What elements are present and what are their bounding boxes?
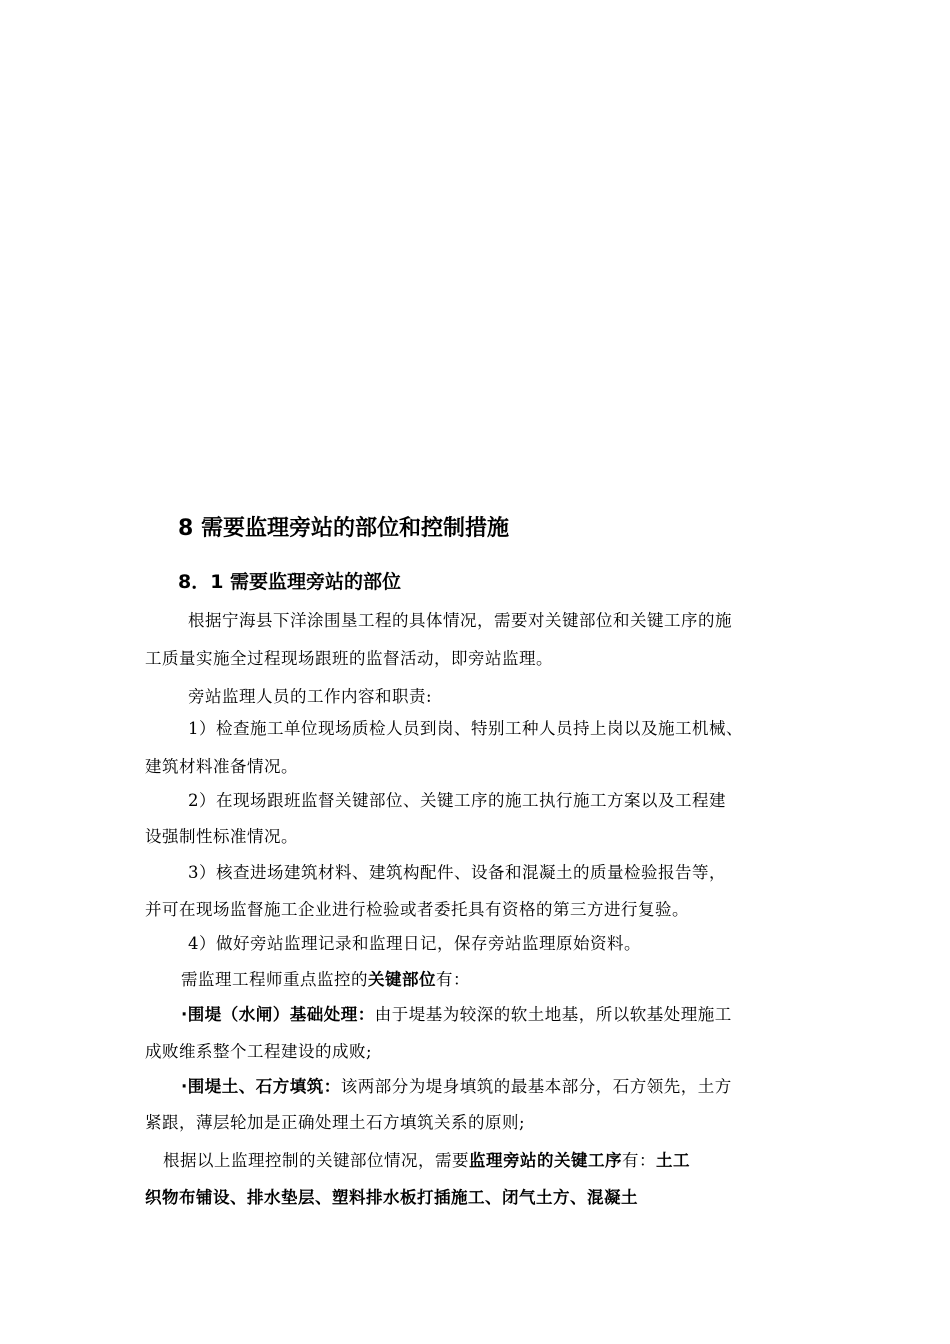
list-item-line: 并可在现场监督施工企业进行检验或者委托具有资格的第三方进行复验。 <box>145 900 689 919</box>
list-item-line: 设强制性标准情况。 <box>145 827 298 846</box>
list-item-line: 4）做好旁站监理记录和监理日记，保存旁站监理原始资料。 <box>188 934 641 953</box>
paragraph-line: 根据宁海县下洋涂围垦工程的具体情况，需要对关键部位和关键工序的施 <box>188 611 732 630</box>
section-heading: 8 需要监理旁站的部位和控制措施 <box>178 516 509 541</box>
list-item-line: 2）在现场跟班监督关键部位、关键工序的施工执行施工方案以及工程建 <box>188 791 726 810</box>
paragraph-line: 织物布铺设、排水垫层、塑料排水板打插施工、闭气土方、混凝土 <box>145 1188 638 1207</box>
list-item-line: 建筑材料准备情况。 <box>145 757 298 776</box>
bullet-label: ·围堤（水闸）基础处理： <box>181 1005 375 1024</box>
paragraph-line <box>163 1149 690 1173</box>
text-run: 该两部分为堤身填筑的最基本部分，石方领先，土方 <box>340 1077 732 1096</box>
emphasis-text: 关键部位 <box>368 970 436 989</box>
bullet-item-line <box>181 1075 732 1099</box>
bullet-item-line: 紧跟，薄层轮加是正确处理土石方填筑关系的原则; <box>145 1113 526 1132</box>
text-run: 由于堤基为较深的软土地基，所以软基处理施工 <box>374 1005 732 1024</box>
bullet-item-line <box>181 1003 732 1027</box>
paragraph-line <box>181 968 470 992</box>
list-item-line: 3）核查进场建筑材料、建筑构配件、设备和混凝土的质量检验报告等， <box>188 863 726 882</box>
text-run: 有： <box>622 1151 656 1170</box>
emphasis-text: 土工 <box>656 1151 690 1170</box>
subsection-heading: 8．1 需要监理旁站的部位 <box>178 571 402 593</box>
emphasis-text: 监理旁站的关键工序 <box>469 1151 622 1170</box>
text-run: 需监理工程师重点监控的 <box>181 970 368 989</box>
paragraph-line: 旁站监理人员的工作内容和职责: <box>188 687 433 706</box>
list-item-line: 1）检查施工单位现场质检人员到岗、特别工种人员持上岗以及施工机械、 <box>188 719 743 738</box>
bullet-item-line: 成败维系整个工程建设的成败; <box>145 1042 373 1061</box>
paragraph-line: 工质量实施全过程现场跟班的监督活动，即旁站监理。 <box>145 649 553 668</box>
bullet-label: ·围堤土、石方填筑： <box>181 1077 341 1096</box>
text-run: 根据以上监理控制的关键部位情况，需要 <box>163 1151 469 1170</box>
text-run: 有： <box>436 970 470 989</box>
